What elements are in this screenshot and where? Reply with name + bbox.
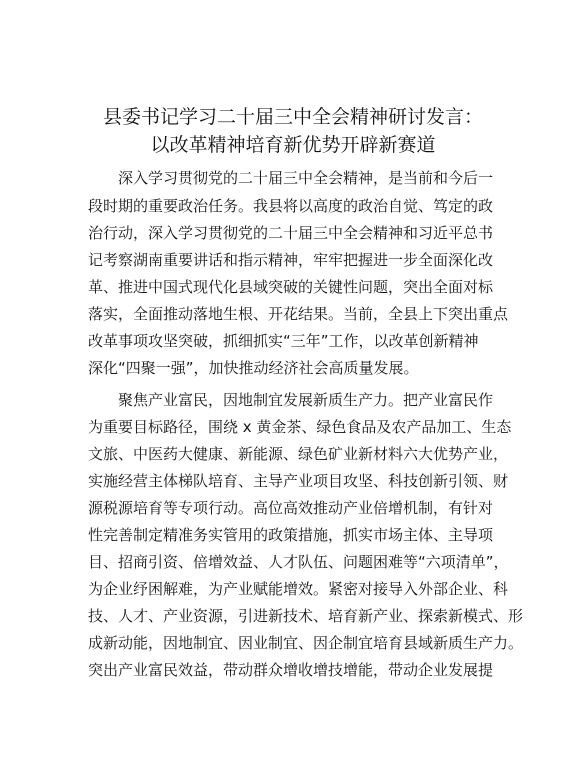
paragraph-2-line-9: 技、人才、产业资源，引进新技术、培育新产业、探索新模式、形 xyxy=(88,607,524,625)
paragraph-1-line-5: 革、推进中国式现代化县域突破的关键性问题，突出全面对标 xyxy=(88,278,494,296)
paragraph-2-line-1: 聚焦产业富民，因地制宜发展新质生产力。把产业富民作 xyxy=(118,391,494,409)
paragraph-1-line-6: 落实，全面推动落地生根、开花结果。当前，全县上下突出重点 xyxy=(88,305,509,323)
paragraph-2-line-11: 突出产业富民效益，带动群众增收增技增能，带动企业发展提 xyxy=(88,661,494,679)
paragraph-2-line-10: 成新动能，因地制宜、因业制宜、因企制宜培育县域新质生产力。 xyxy=(88,634,524,652)
paragraph-2-line-6: 性完善制定精准务实管用的政策措施，抓实市场主体、主导项 xyxy=(88,526,494,544)
paragraph-1-line-4: 记考察湖南重要讲话和指示精神，牢牢把握进一步全面深化改 xyxy=(88,251,494,269)
paragraph-1-line-3: 治行动，深入学习贯彻党的二十届三中全会精神和习近平总书 xyxy=(88,224,494,242)
paragraph-1-line-8: 深化“四聚一强”，加快推动经济社会高质量发展。 xyxy=(88,359,419,377)
document-title-line-2: 以改革精神培育新优势开辟新赛道 xyxy=(150,134,436,156)
paragraph-2-line-3: 文旅、中医药大健康、新能源、绿色矿业新材料六大优势产业， xyxy=(88,445,509,463)
paragraph-2-line-8: 为企业纾困解难，为产业赋能增效。紧密对接导入外部企业、科 xyxy=(88,580,509,598)
paragraph-1-line-7: 改革事项攻坚突破，抓细抓实“三年”工作，以改革创新精神 xyxy=(88,332,479,350)
paragraph-2-line-4: 实施经营主体梯队培育、主导产业项目攻坚、科技创新引领、财 xyxy=(88,472,509,490)
paragraph-1-line-1: 深入学习贯彻党的二十届三中全会精神，是当前和今后一 xyxy=(118,169,494,187)
paragraph-1-line-2: 段时期的重要政治任务。我县将以高度的政治自觉、笃定的政 xyxy=(88,197,494,215)
document-title-line-1: 县委书记学习二十届三中全会精神研讨发言： xyxy=(102,106,483,128)
paragraph-2-line-2: 为重要目标路径，围绕 x 黄金茶、绿色食品及农产品加工、生态 xyxy=(88,418,512,436)
paragraph-2-line-5: 源税源培育等专项行动。高位高效推动产业倍增机制，有针对 xyxy=(88,499,494,517)
paragraph-2-line-7: 目、招商引资、倍增效益、人才队伍、问题困难等“六项清单”， xyxy=(88,553,509,571)
